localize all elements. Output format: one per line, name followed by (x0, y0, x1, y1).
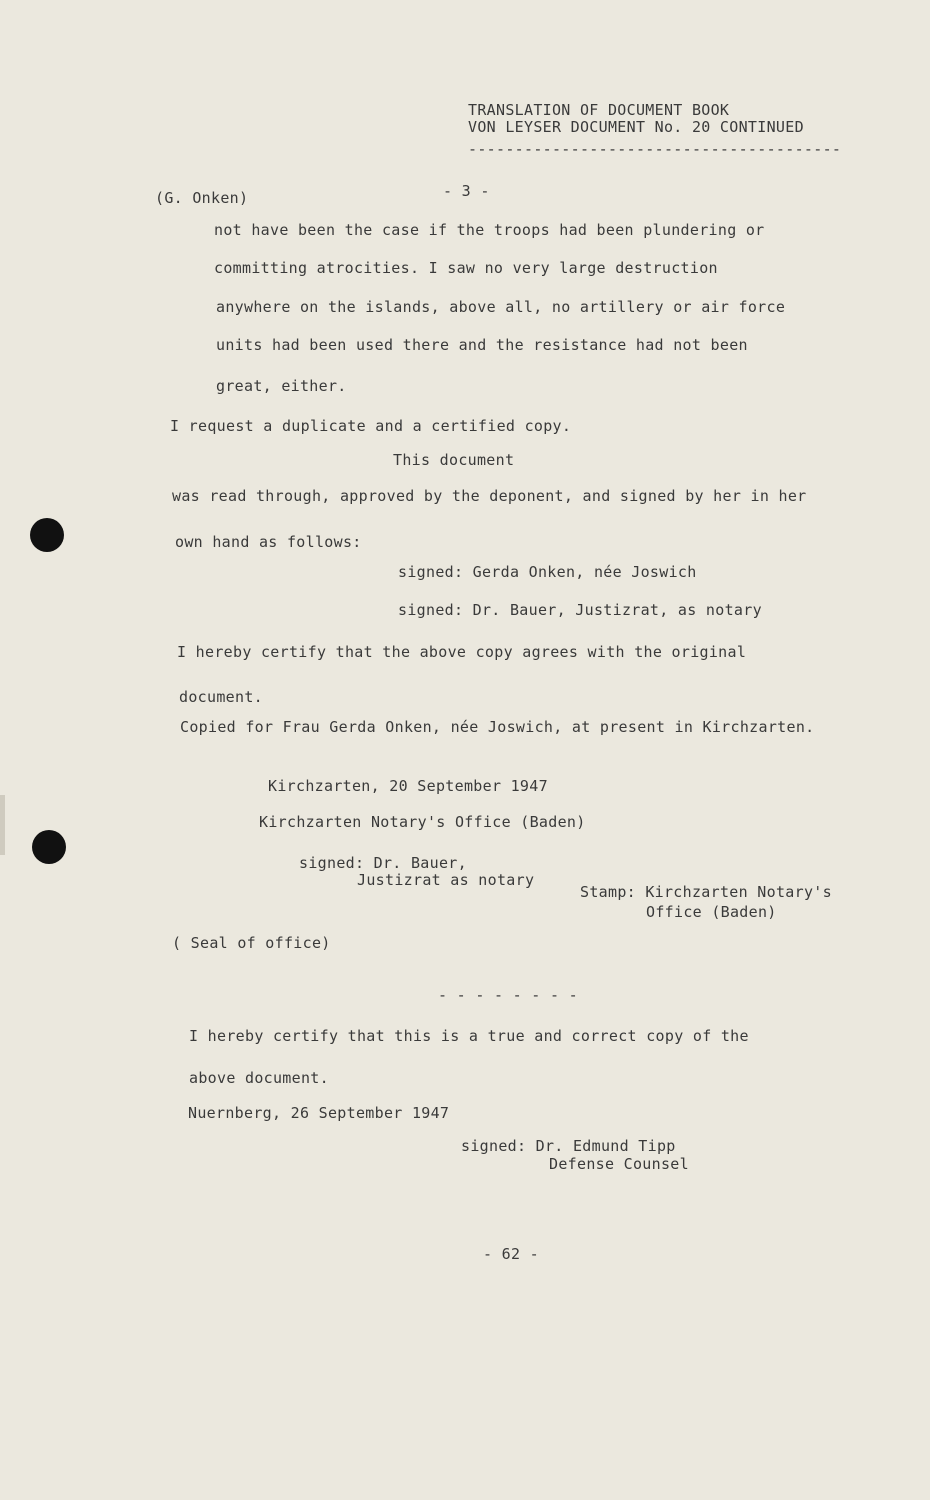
notary-office: Kirchzarten Notary's Office (Baden) (259, 813, 586, 831)
body-line: units had been used there and the resistance had not been (216, 336, 748, 354)
body-line: not have been the case if the troops had been plundering or (214, 221, 765, 239)
page-marker: - 3 - (443, 182, 490, 200)
read-line: own hand as follows: (175, 533, 362, 551)
body-line: committing atrocities. I saw no very large destruction (214, 259, 718, 277)
signed-deponent: signed: Gerda Onken, née Joswich (398, 563, 697, 581)
certify-line: I hereby certify that the above copy agrees with the original (177, 643, 747, 661)
signed-bauer-line-1: signed: Dr. Bauer, (299, 854, 467, 872)
place-date: Kirchzarten, 20 September 1947 (268, 777, 548, 795)
true-copy-line: I hereby certify that this is a true and correct copy of the (189, 1027, 749, 1045)
stamp-line-2: Office (Baden) (646, 903, 777, 921)
page-edge-shadow (0, 795, 5, 855)
header-rule: ---------------------------------------- (468, 140, 842, 158)
deponent-ref: (G. Onken) (155, 189, 249, 207)
signed-tipp-line-1: signed: Dr. Edmund Tipp (461, 1137, 676, 1155)
signed-tipp-line-2: Defense Counsel (549, 1155, 689, 1173)
separator: - - - - - - - - (438, 986, 578, 1004)
certify-line: document. (179, 688, 263, 706)
punch-hole-icon (32, 830, 66, 864)
signed-bauer-line-2: Justizrat as notary (357, 871, 535, 889)
stamp-line-1: Stamp: Kirchzarten Notary's (580, 883, 832, 901)
nuernberg-date: Nuernberg, 26 September 1947 (188, 1104, 450, 1122)
punch-hole-icon (30, 518, 64, 552)
header-line-1: TRANSLATION OF DOCUMENT BOOK (468, 101, 730, 119)
page-number: - 62 - (483, 1245, 539, 1263)
body-line: great, either. (216, 377, 347, 395)
signed-notary: signed: Dr. Bauer, Justizrat, as notary (398, 601, 762, 619)
request-line: I request a duplicate and a certified copy. (170, 417, 572, 435)
read-line: was read through, approved by the deponent, and signed by her in her (172, 487, 807, 505)
header-line-2: VON LEYSER DOCUMENT No. 20 CONTINUED (468, 118, 804, 136)
true-copy-line: above document. (189, 1069, 329, 1087)
copied-for-line: Copied for Frau Gerda Onken, née Joswich, at present in Kirchzarten. (180, 718, 815, 736)
seal-note: ( Seal of office) (172, 934, 331, 952)
this-document: This document (393, 451, 515, 469)
body-line: anywhere on the islands, above all, no artillery or air force (216, 298, 786, 316)
